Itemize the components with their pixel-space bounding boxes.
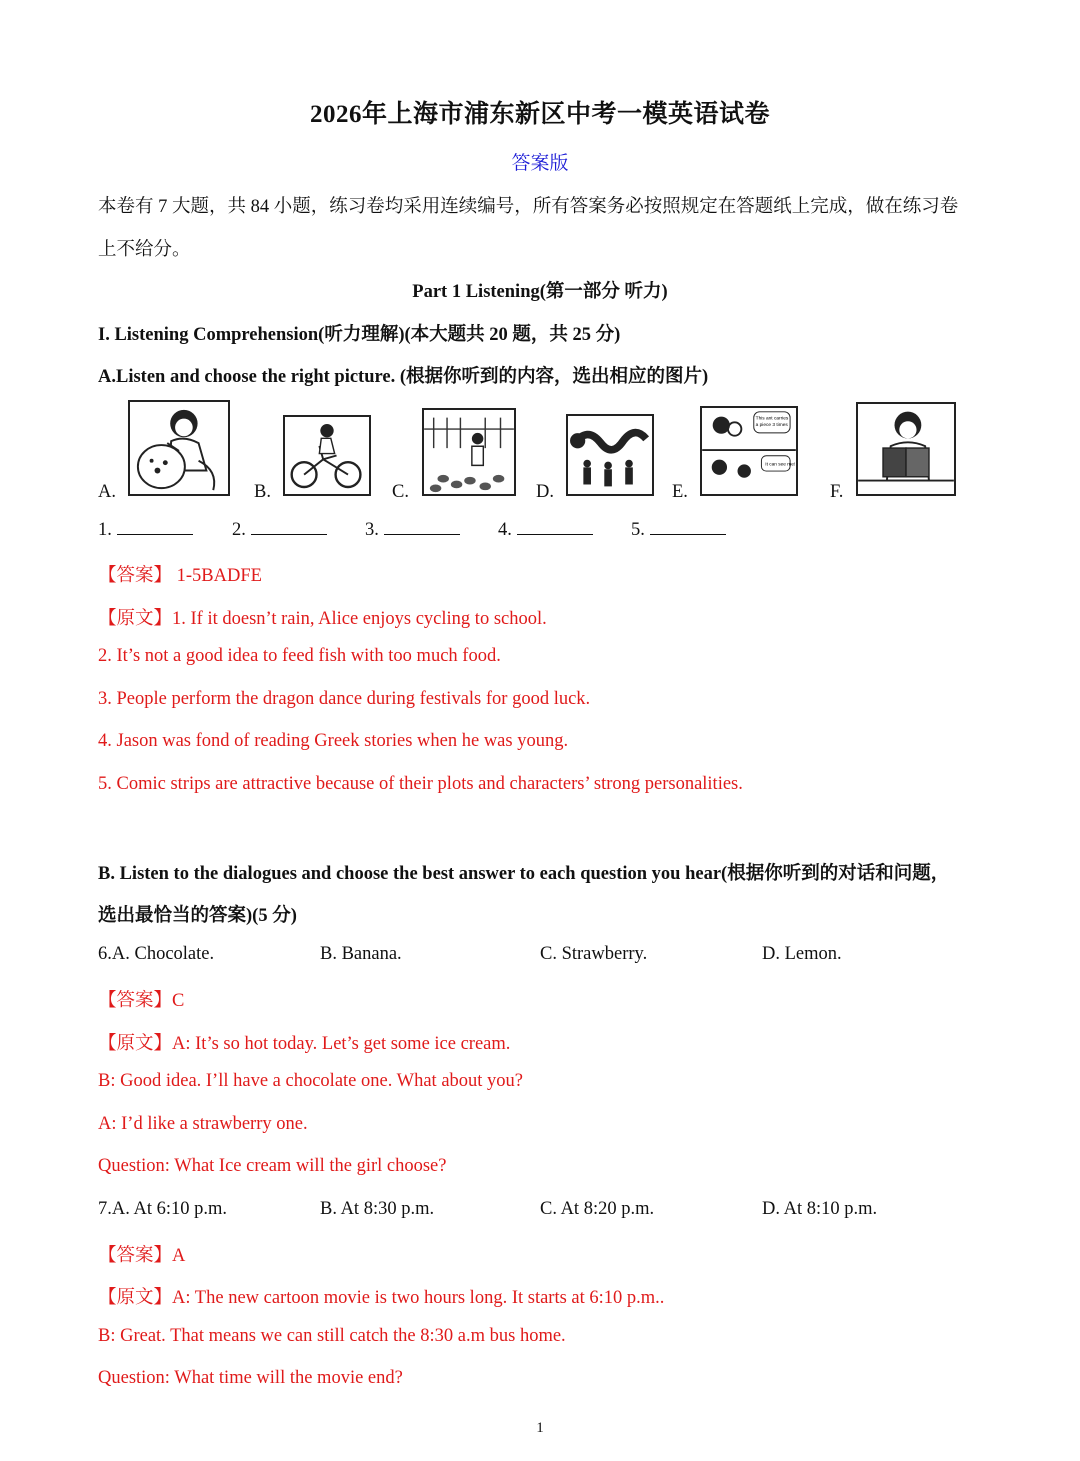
boy-feeding-fish-icon <box>128 400 230 496</box>
q6-option-a[interactable]: 6.A. Chocolate. <box>98 944 215 964</box>
section-heading: I. Listening Comprehension(听力理解)(本大题共 20 题，共 25 分) <box>98 325 621 345</box>
transcript-line: 5. Comic strips are attractive because of their plots and characters’ strong personalities. <box>98 774 743 794</box>
transcript-line: 3. People perform the dragon dance during festivals for good luck. <box>98 689 591 709</box>
blank-1[interactable]: 1. <box>98 518 193 541</box>
girl-cycling-icon <box>283 415 371 496</box>
picture-label-b: B. <box>254 482 271 502</box>
q6-option-c[interactable]: C. Strawberry. <box>540 944 648 964</box>
comic-bubble-1: This ant carries <box>755 416 789 422</box>
section-a-heading: A.Listen and choose the right picture. (根据你听到的内容，选出相应的图片) <box>98 367 709 387</box>
part-heading: Part 1 Listening(第一部分 听力) <box>412 282 668 302</box>
svg-text:a piece 3 times: a piece 3 times <box>755 423 788 429</box>
blank-line <box>117 518 193 535</box>
page-title: 2026年上海市浦东新区中考一模英语试卷 <box>309 101 770 128</box>
q6-transcript-line: A: I’d like a strawberry one. <box>98 1114 308 1134</box>
picture-label-c: C. <box>392 482 409 502</box>
boy-feeding-pigeons-icon <box>422 408 516 496</box>
section-b-heading-cont: 选出最恰当的答案)(5 分) <box>98 906 297 926</box>
blank-4[interactable]: 4. <box>498 518 593 541</box>
q6-answer: 【答案】C <box>98 991 185 1011</box>
q7-transcript-line: 【原文】A: The new cartoon movie is two hours long. It starts at 6:10 p.m.. <box>98 1288 665 1308</box>
transcript-line: 【原文】1. If it doesn’t rain, Alice enjoys cycling to school. <box>98 609 547 629</box>
answer-a: 【答案】 1-5BADFE <box>98 566 262 586</box>
q6-transcript-line: 【原文】A: It’s so hot today. Let’s get some ice cream. <box>98 1034 511 1054</box>
comic-strip-icon <box>700 406 798 496</box>
page-subtitle: 答案版 <box>511 153 569 174</box>
blank-line <box>517 518 593 535</box>
intro-line-1: 本卷有 7 大题，共 84 小题，练习卷均采用连续编号，所有答案务必按照规定在答题纸上完成，做在练习卷 <box>98 197 959 217</box>
picture-label-d: D. <box>536 482 554 502</box>
transcript-line: 2. It’s not a good idea to feed fish with too much food. <box>98 646 501 666</box>
q7-answer: 【答案】A <box>98 1246 186 1266</box>
blank-line <box>384 518 460 535</box>
q7-option-c[interactable]: C. At 8:20 p.m. <box>540 1199 655 1219</box>
q6-option-d[interactable]: D. Lemon. <box>762 944 842 964</box>
blank-line <box>650 518 726 535</box>
section-b-heading: B. Listen to the dialogues and choose the best answer to each question you hear(根据你听到的对话和问题， <box>98 864 950 884</box>
blank-5[interactable]: 5. <box>631 518 726 541</box>
q6-transcript-line: B: Good idea. I’ll have a chocolate one. What about you? <box>98 1071 524 1091</box>
q7-option-b[interactable]: B. At 8:30 p.m. <box>320 1199 435 1219</box>
q7-option-a[interactable]: 7.A. At 6:10 p.m. <box>98 1199 227 1219</box>
page-number: 1 <box>536 1420 544 1436</box>
boy-reading-book-icon <box>856 402 956 496</box>
blank-2[interactable]: 2. <box>232 518 327 541</box>
picture-label-f: F. <box>830 482 844 502</box>
transcript-line: 4. Jason was fond of reading Greek stories when he was young. <box>98 731 569 751</box>
blank-3[interactable]: 3. <box>365 518 460 541</box>
blank-line <box>251 518 327 535</box>
q6-question: Question: What Ice cream will the girl choose? <box>98 1156 447 1176</box>
intro-line-2: 上不给分。 <box>98 240 191 260</box>
q6-option-b[interactable]: B. Banana. <box>320 944 402 964</box>
q7-transcript-line: B: Great. That means we can still catch the 8:30 a.m bus home. <box>98 1326 566 1346</box>
q7-option-d[interactable]: D. At 8:10 p.m. <box>762 1199 878 1219</box>
svg-text:It can see me!: It can see me! <box>765 462 796 468</box>
picture-label-e: E. <box>672 482 688 502</box>
q7-question: Question: What time will the movie end? <box>98 1368 403 1388</box>
dragon-dance-icon <box>566 414 654 496</box>
picture-label-a: A. <box>98 482 116 502</box>
